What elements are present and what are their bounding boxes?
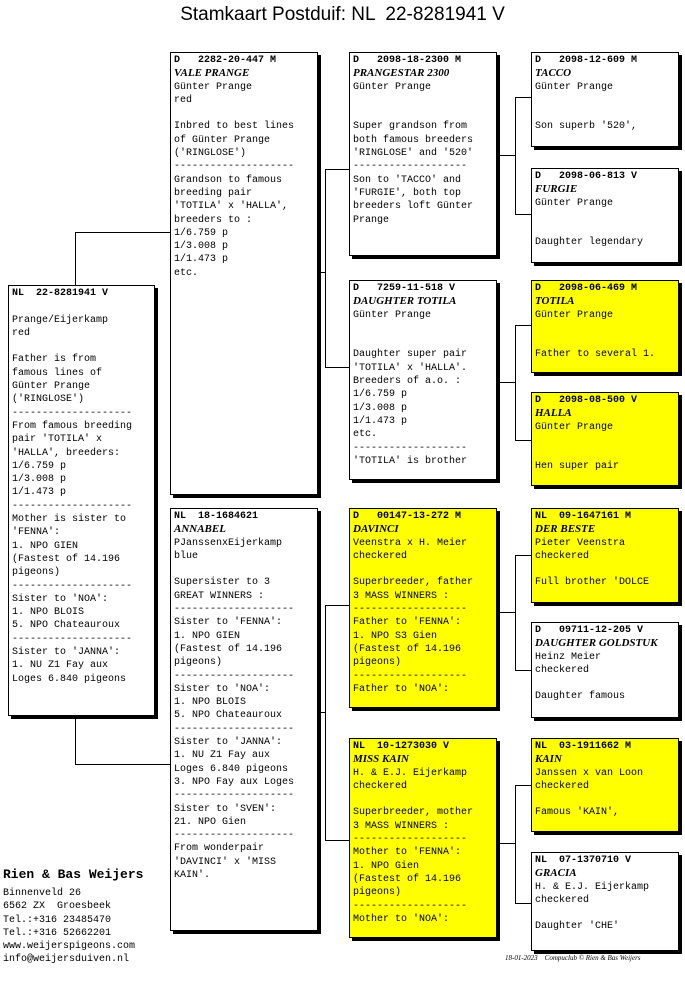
contact-postcode: 6562 ZX Groesbeek xyxy=(3,901,112,913)
card-text-line: Loges 6.840 pigeons xyxy=(174,763,289,775)
card-text-line: Hen super pair xyxy=(535,461,620,473)
contact-email-link[interactable]: info@weijersduiven.nl xyxy=(3,954,130,966)
card-text-line: Full brother 'DOLCE xyxy=(535,577,650,589)
card-text-line: breeders loft Günter xyxy=(353,201,474,213)
card-text-line: Daughter legendary xyxy=(535,237,644,249)
card-text-line: GREAT WINNERS : xyxy=(174,590,265,602)
card-text-line: From famous breeding xyxy=(12,420,133,432)
pedigree-card-dam-sire-sire[interactable] xyxy=(531,508,679,603)
card-text-line: (Fastest of 14.196 xyxy=(12,553,121,565)
card-text-line: Sister to 'SVEN': xyxy=(174,803,277,815)
connector-line xyxy=(325,605,349,606)
pigeon-name: VALE PRANGE xyxy=(174,67,250,80)
pigeon-name: GRACIA xyxy=(535,867,577,880)
pedigree-card-sire-dam[interactable] xyxy=(349,280,497,480)
ring-number: D 09711-12-205 V xyxy=(535,625,644,636)
card-text-line: ------------------- xyxy=(353,834,468,846)
card-text-line: pigeons) xyxy=(174,657,223,669)
card-text-line: Superbreeder, mother xyxy=(353,807,474,819)
card-text-line xyxy=(353,563,493,576)
card-text-line: From wonderpair xyxy=(174,843,265,855)
connector-line xyxy=(318,272,326,273)
card-text-line: -------------------- xyxy=(174,830,295,842)
card-text-line: 21. NPO Gien xyxy=(174,816,247,828)
card-text-line: -------------------- xyxy=(174,604,295,616)
card-text-line: Sister to 'JANNA': xyxy=(174,737,283,749)
card-text-line: Daughter super pair xyxy=(353,349,468,361)
connector-line xyxy=(497,155,516,156)
ring-number: NL 10-1273030 V xyxy=(353,741,450,752)
ring-number: NL 07-1370710 V xyxy=(535,855,632,866)
card-text-line: Mother is sister to xyxy=(12,514,127,526)
card-text-line: ------------------- xyxy=(353,442,468,454)
connector-line xyxy=(497,612,516,613)
card-text-line xyxy=(535,793,675,806)
card-text-line: Super grandson from xyxy=(353,121,468,133)
pigeon-color: checkered xyxy=(535,664,590,676)
card-text-line: Famous 'KAIN', xyxy=(535,807,620,819)
pedigree-card-dam[interactable] xyxy=(170,508,318,931)
breeder-name: Heinz Meier xyxy=(535,651,602,663)
card-text-line: Prange xyxy=(353,214,390,226)
card-text-line: Sister to 'FENNA': xyxy=(174,617,283,629)
card-text-line xyxy=(535,107,675,120)
card-text-line: 'TOTILA' is brother xyxy=(353,455,468,467)
card-text-line: 1/3.008 p xyxy=(174,241,229,253)
card-text-line: Father to several 1. xyxy=(535,349,656,361)
card-text-line: -------------------- xyxy=(174,723,295,735)
breeder-name: Günter Prange xyxy=(353,81,432,93)
contact-phone: Tel.:+316 23485470 xyxy=(3,914,112,926)
pedigree-card-dam-dam-dam[interactable] xyxy=(531,852,679,951)
connector-line xyxy=(515,555,531,556)
pigeon-name: DAUGHTER TOTILA xyxy=(353,295,457,308)
card-text-line: 'TOTILA' x 'HALLA'. xyxy=(353,362,468,374)
ring-number: NL 18-1684621 xyxy=(174,511,259,522)
pedigree-card-sire-dam-sire[interactable] xyxy=(531,280,679,373)
pigeon-color xyxy=(535,434,675,447)
connector-line xyxy=(515,325,531,326)
card-text-line: -------------------- xyxy=(12,407,133,419)
breeder-name: Janssen x van Loon xyxy=(535,767,644,779)
card-text-line xyxy=(353,107,493,120)
card-text-line: 1/3.008 p xyxy=(353,402,408,414)
pigeon-color xyxy=(535,322,675,335)
card-text-line: Daughter 'CHE' xyxy=(535,921,620,933)
connector-line xyxy=(497,382,516,383)
contact-phone: Tel.:+316 52662201 xyxy=(3,927,112,939)
card-text-line xyxy=(353,335,493,348)
pedigree-card-subject[interactable] xyxy=(8,285,155,716)
breeder-name: Günter Prange xyxy=(535,309,614,321)
card-text-line xyxy=(174,563,314,576)
card-text-line: 3. NPO Fay aux Loges xyxy=(174,776,295,788)
card-text-line xyxy=(535,447,675,460)
card-text-line: Son to 'TACCO' and xyxy=(353,174,462,186)
pedigree-card-dam-sire[interactable] xyxy=(349,508,497,708)
card-text-line: 1. NU Z1 Fay aux xyxy=(12,660,109,672)
connector-line xyxy=(325,367,349,368)
ring-number: D 2098-18-2300 M xyxy=(353,55,462,66)
contact-address: Binnenveld 26 xyxy=(3,888,82,899)
pigeon-color: checkered xyxy=(535,780,590,792)
card-text-line: Daughter famous xyxy=(535,691,626,703)
card-text-line: ('RINGLOSE') xyxy=(174,148,247,160)
pigeon-name xyxy=(12,300,151,313)
pigeon-name: ANNABEL xyxy=(174,523,226,536)
breeder-name: H. & E.J. Eijerkamp xyxy=(535,881,650,893)
card-text-line: Grandson to famous xyxy=(174,174,283,186)
connector-line xyxy=(325,169,349,170)
card-text-line: -------------------- xyxy=(12,633,133,645)
card-text-line: 1. NPO GIEN xyxy=(174,630,241,642)
pigeon-name: DER BESTE xyxy=(535,523,596,536)
breeder-name: Günter Prange xyxy=(174,81,253,93)
pigeon-color: checkered xyxy=(535,550,590,562)
card-text-line: Sister to 'NOA': xyxy=(174,683,271,695)
ring-number: D 2098-06-469 M xyxy=(535,283,638,294)
connector-line xyxy=(75,232,170,233)
pigeon-name: TOTILA xyxy=(535,295,575,308)
pigeon-color: checkered xyxy=(353,550,408,562)
card-text-line: 'FENNA': xyxy=(12,527,61,539)
pigeon-color: red xyxy=(174,94,193,106)
pigeon-color: checkered xyxy=(535,894,590,906)
card-text-line: 1/6.759 p xyxy=(353,389,408,401)
card-text-line: both famous breeders xyxy=(353,134,474,146)
ring-number: NL 22-8281941 V xyxy=(12,288,109,299)
card-text-line xyxy=(535,677,675,690)
card-text-line: -------------------- xyxy=(174,790,295,802)
connector-line xyxy=(318,712,326,713)
pigeon-color xyxy=(535,210,675,223)
card-text-line: 'DAVINCI' x 'MISS xyxy=(174,856,277,868)
card-text-line xyxy=(12,340,151,353)
breeder-name: Veenstra x H. Meier xyxy=(353,537,468,549)
pedigree-card-sire-dam-dam[interactable] xyxy=(531,392,679,486)
breeder-name: Pieter Veenstra xyxy=(535,537,626,549)
card-text-line: -------------------- xyxy=(174,161,295,173)
footer-credit: 18-01-2023 Compuclub © Rien & Bas Weijers xyxy=(505,954,641,962)
ring-number: NL 03-1911662 M xyxy=(535,741,632,752)
card-text-line: 1. NU Z1 Fay aux xyxy=(174,750,271,762)
card-text-line: breeders to : xyxy=(174,214,253,226)
breeder-name: Prange/Eijerkamp xyxy=(12,314,109,326)
card-text-line xyxy=(535,563,675,576)
connector-line xyxy=(75,232,76,285)
card-text-line: 5. NPO Chateauroux xyxy=(174,710,283,722)
card-text-line: ------------------- xyxy=(353,900,468,912)
card-text-line xyxy=(535,335,675,348)
card-text-line: Superbreeder, father xyxy=(353,577,474,589)
card-text-line: -------------------- xyxy=(174,670,295,682)
card-text-line: 'TOTILA' x 'HALLA', xyxy=(174,201,289,213)
card-text-line: of Günter Prange xyxy=(174,134,271,146)
card-text-line xyxy=(353,793,493,806)
pigeon-name: DAUGHTER GOLDSTUK xyxy=(535,637,658,650)
card-text-line: 5. NPO Chateauroux xyxy=(12,620,121,632)
card-text-line: 1. NPO BLOIS xyxy=(174,697,247,709)
card-text-line: 1/1.473 p xyxy=(174,254,229,266)
card-text-line xyxy=(535,223,675,236)
connector-line xyxy=(325,605,326,840)
ring-number: D 2282-20-447 M xyxy=(174,55,277,66)
connector-line xyxy=(75,716,76,764)
pigeon-color: blue xyxy=(174,550,199,562)
pedigree-card-dam-dam-sire[interactable] xyxy=(531,738,679,832)
pigeon-color xyxy=(353,322,493,335)
breeder-name: Günter Prange xyxy=(535,421,614,433)
card-text-line: pair 'TOTILA' x xyxy=(12,434,103,446)
pedigree-card-dam-sire-dam[interactable] xyxy=(531,622,679,718)
pigeon-name: DAVINCI xyxy=(353,523,399,536)
card-text-line: Father is from xyxy=(12,354,97,366)
card-text-line: etc. xyxy=(174,267,199,279)
breeder-name: Günter Prange xyxy=(535,81,614,93)
ring-number: NL 09-1647161 M xyxy=(535,511,632,522)
pigeon-color: red xyxy=(12,327,31,339)
pedigree-card-sire-sire-sire[interactable] xyxy=(531,52,679,147)
card-text-line: pigeons) xyxy=(353,657,402,669)
card-text-line: 1/6.759 p xyxy=(12,460,67,472)
connector-line xyxy=(515,97,531,98)
connector-line xyxy=(515,670,531,671)
card-text-line: pigeons) xyxy=(353,887,402,899)
card-text-line: Breeders of a.o. : xyxy=(353,376,462,388)
card-text-line: etc. xyxy=(353,429,378,441)
ring-number: D 2098-08-500 V xyxy=(535,395,638,406)
breeder-name: Günter Prange xyxy=(353,309,432,321)
ring-number: D 2098-06-813 V xyxy=(535,171,638,182)
pedigree-card-dam-dam[interactable] xyxy=(349,738,497,938)
card-text-line: 1/3.008 p xyxy=(12,474,67,486)
card-text-line xyxy=(535,907,675,920)
card-text-line: 3 MASS WINNERS : xyxy=(353,590,450,602)
card-text-line: breeding pair xyxy=(174,187,253,199)
card-text-line: Sister to 'NOA': xyxy=(12,593,109,605)
connector-line xyxy=(515,214,531,215)
pigeon-name: HALLA xyxy=(535,407,572,420)
card-text-line: ('RINGLOSE') xyxy=(12,394,85,406)
card-text-line: Inbred to best lines xyxy=(174,121,295,133)
card-text-line: (Fastest of 14.196 xyxy=(353,643,462,655)
card-text-line: 1. NPO GIEN xyxy=(12,540,79,552)
pigeon-name: FURGIE xyxy=(535,183,578,196)
pedigree-card-sire-sire[interactable] xyxy=(349,52,497,256)
pigeon-color xyxy=(353,94,493,107)
card-text-line: pigeons) xyxy=(12,567,61,579)
contact-website-link[interactable]: www.weijerspigeons.com xyxy=(3,941,136,953)
connector-line xyxy=(325,169,326,367)
card-text-line xyxy=(174,107,314,120)
card-text-line: Sister to 'JANNA': xyxy=(12,647,121,659)
card-text-line: (Fastest of 14.196 xyxy=(353,873,462,885)
card-text-line: 1/1.473 p xyxy=(12,487,67,499)
card-text-line: Father to 'NOA': xyxy=(353,683,450,695)
breeder-name: H. & E.J. Eijerkamp xyxy=(353,767,468,779)
connector-line xyxy=(515,785,531,786)
card-text-line: 1. NPO BLOIS xyxy=(12,607,85,619)
card-text-line: Son superb '520', xyxy=(535,121,638,133)
card-text-line: Supersister to 3 xyxy=(174,577,271,589)
card-text-line: 1. NPO Gien xyxy=(353,860,420,872)
card-text-line: ------------------- xyxy=(353,161,468,173)
pedigree-card-sire-sire-dam[interactable] xyxy=(531,168,679,263)
card-text-line: 'FURGIE', both top xyxy=(353,187,462,199)
pigeon-name: KAIN xyxy=(535,753,562,766)
connector-line xyxy=(75,764,170,765)
card-text-line: Mother to 'NOA': xyxy=(353,913,450,925)
breeder-name: PJanssenxEijerkamp xyxy=(174,537,283,549)
card-text-line: KAIN'. xyxy=(174,870,211,882)
connector-line xyxy=(497,843,516,844)
card-text-line: Mother to 'FENNA': xyxy=(353,847,462,859)
card-text-line: 'HALLA', breeders: xyxy=(12,447,121,459)
connector-line xyxy=(515,785,516,903)
card-text-line: (Fastest of 14.196 xyxy=(174,643,283,655)
card-text-line: 'RINGLOSE' and '520' xyxy=(353,148,474,160)
connector-line xyxy=(325,840,349,841)
card-text-line: famous lines of xyxy=(12,367,103,379)
connector-line xyxy=(515,440,531,441)
ring-number: D 7259-11-518 V xyxy=(353,283,456,294)
pigeon-color: checkered xyxy=(353,780,408,792)
card-text-line: -------------------- xyxy=(12,500,133,512)
ring-number: D 2098-12-609 M xyxy=(535,55,638,66)
brand-name: Rien & Bas Weijers xyxy=(3,867,144,882)
pigeon-name: TACCO xyxy=(535,67,572,80)
page-title: Stamkaart Postduif: NL 22-8281941 V xyxy=(180,4,505,25)
card-text-line: 1/1.473 p xyxy=(353,415,408,427)
pigeon-color xyxy=(535,94,675,107)
card-text-line: -------------------- xyxy=(12,580,133,592)
card-text-line: 3 MASS WINNERS : xyxy=(353,820,450,832)
pedigree-card-sire[interactable] xyxy=(170,52,318,495)
pigeon-name: MISS KAIN xyxy=(353,753,409,766)
pigeon-name: PRANGESTAR 2300 xyxy=(353,67,450,80)
card-text-line: Günter Prange xyxy=(12,381,91,393)
card-text-line: Loges 6.840 pigeons xyxy=(12,673,127,685)
ring-number: D 00147-13-272 M xyxy=(353,511,462,522)
card-text-line: 1. NPO S3 Gien xyxy=(353,630,438,642)
breeder-name: Günter Prange xyxy=(535,197,614,209)
card-text-line: Father to 'FENNA': xyxy=(353,617,462,629)
connector-line xyxy=(515,903,531,904)
contact-block xyxy=(3,866,143,967)
card-text-line: ------------------- xyxy=(353,670,468,682)
card-text-line: 1/6.759 p xyxy=(174,227,229,239)
card-text-line: ------------------- xyxy=(353,604,468,616)
